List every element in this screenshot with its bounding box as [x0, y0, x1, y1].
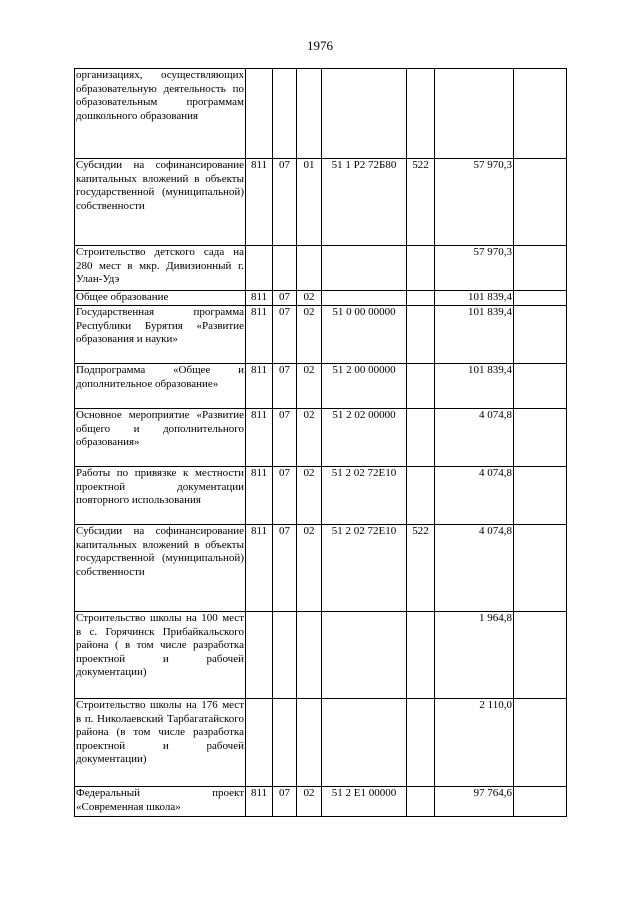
row-pr-cell: 02 — [297, 409, 322, 467]
table-row — [75, 409, 567, 467]
row-sum-cell: 2 110,0 — [435, 699, 514, 787]
row-rz-cell: 07 — [273, 159, 297, 246]
row-extra-cell — [514, 699, 567, 787]
row-extra-cell — [514, 291, 567, 306]
table-row — [75, 525, 567, 612]
row-rz-cell: 07 — [273, 409, 297, 467]
row-pr-cell: 02 — [297, 364, 322, 409]
row-vr-cell — [407, 69, 435, 159]
row-rz-cell — [273, 69, 297, 159]
row-vr-cell — [407, 246, 435, 291]
row-csr-cell — [322, 69, 407, 159]
row-vr-cell — [407, 612, 435, 699]
row-rz-cell: 07 — [273, 364, 297, 409]
row-csr-cell: 51 0 00 00000 — [322, 306, 407, 364]
row-extra-cell — [514, 364, 567, 409]
table-row — [75, 306, 567, 364]
table-row — [75, 699, 567, 787]
row-sum-cell: 101 839,4 — [435, 364, 514, 409]
row-extra-cell — [514, 409, 567, 467]
row-sum-cell: 57 970,3 — [435, 246, 514, 291]
row-csr-cell — [322, 246, 407, 291]
table-body — [75, 69, 567, 817]
table-row — [75, 787, 567, 817]
page-number: 1976 — [307, 38, 333, 53]
row-vr-cell — [407, 699, 435, 787]
row-gr-cell — [246, 699, 273, 787]
row-csr-cell: 51 2 02 00000 — [322, 409, 407, 467]
row-sum-cell: 4 074,8 — [435, 409, 514, 467]
row-pr-cell — [297, 612, 322, 699]
row-extra-cell — [514, 525, 567, 612]
row-vr-cell — [407, 306, 435, 364]
row-name-cell: Подпрограмма «Общее и дополнительное образование» — [75, 364, 246, 409]
row-gr-cell: 811 — [246, 787, 273, 817]
table-row — [75, 69, 567, 159]
row-name-cell: Субсидии на софинансирование капитальных вложений в объекты государственной (муниципальной) собственности — [75, 159, 246, 246]
table-row — [75, 246, 567, 291]
row-pr-cell — [297, 69, 322, 159]
row-pr-cell: 02 — [297, 306, 322, 364]
row-name-cell: Строительство школы на 100 мест в с. Горячинск Прибайкальского района ( в том числе разработка проектной и рабочей документации) — [75, 612, 246, 699]
row-csr-cell: 51 1 P2 72Б80 — [322, 159, 407, 246]
row-csr-cell — [322, 699, 407, 787]
table-row — [75, 291, 567, 306]
row-gr-cell: 811 — [246, 525, 273, 612]
row-pr-cell: 02 — [297, 467, 322, 525]
row-name-cell: Строительство детского сада на 280 мест в мкр. Дивизионный г. Улан-Удэ — [75, 246, 246, 291]
row-sum-cell: 97 764,6 — [435, 787, 514, 817]
row-extra-cell — [514, 246, 567, 291]
row-pr-cell: 02 — [297, 787, 322, 817]
row-rz-cell: 07 — [273, 291, 297, 306]
row-gr-cell: 811 — [246, 306, 273, 364]
row-pr-cell: 01 — [297, 159, 322, 246]
row-pr-cell: 02 — [297, 525, 322, 612]
row-name-cell: организациях, осуществляющих образовательную деятельность по образовательным программам дошкольного образования — [75, 69, 246, 159]
row-pr-cell — [297, 699, 322, 787]
row-gr-cell: 811 — [246, 409, 273, 467]
row-extra-cell — [514, 467, 567, 525]
row-vr-cell — [407, 364, 435, 409]
row-pr-cell: 02 — [297, 291, 322, 306]
row-vr-cell — [407, 467, 435, 525]
row-gr-cell: 811 — [246, 467, 273, 525]
row-rz-cell — [273, 612, 297, 699]
row-name-cell: Строительство школы на 176 мест в п. Николаевский Тарбагатайского района (в том числе разработка проектной и рабочей документации) — [75, 699, 246, 787]
row-vr-cell — [407, 291, 435, 306]
row-extra-cell — [514, 787, 567, 817]
row-gr-cell — [246, 612, 273, 699]
row-extra-cell — [514, 306, 567, 364]
row-name-cell: Федеральный проект «Современная школа» — [75, 787, 246, 817]
row-csr-cell — [322, 612, 407, 699]
row-extra-cell — [514, 612, 567, 699]
row-rz-cell: 07 — [273, 306, 297, 364]
row-gr-cell: 811 — [246, 364, 273, 409]
row-name-cell: Основное мероприятие «Развитие общего и дополнительного образования» — [75, 409, 246, 467]
row-vr-cell: 522 — [407, 525, 435, 612]
row-csr-cell — [322, 291, 407, 306]
row-name-cell: Государственная программа Республики Бурятия «Развитие образования и науки» — [75, 306, 246, 364]
row-sum-cell — [435, 69, 514, 159]
row-gr-cell — [246, 69, 273, 159]
row-vr-cell: 522 — [407, 159, 435, 246]
row-rz-cell — [273, 246, 297, 291]
row-name-cell: Общее образование — [75, 291, 246, 306]
row-rz-cell — [273, 699, 297, 787]
row-sum-cell: 1 964,8 — [435, 612, 514, 699]
row-csr-cell: 51 2 02 72E10 — [322, 467, 407, 525]
row-pr-cell — [297, 246, 322, 291]
row-name-cell: Работы по привязке к местности проектной документации повторного использования — [75, 467, 246, 525]
row-vr-cell — [407, 787, 435, 817]
row-vr-cell — [407, 409, 435, 467]
row-extra-cell — [514, 159, 567, 246]
row-sum-cell: 57 970,3 — [435, 159, 514, 246]
row-rz-cell: 07 — [273, 467, 297, 525]
row-sum-cell: 101 839,4 — [435, 306, 514, 364]
row-extra-cell — [514, 69, 567, 159]
row-csr-cell: 51 2 02 72E10 — [322, 525, 407, 612]
row-name-cell: Субсидии на софинансирование капитальных вложений в объекты государственной (муниципальной) собственности — [75, 525, 246, 612]
budget-table — [74, 68, 567, 817]
row-gr-cell: 811 — [246, 159, 273, 246]
row-rz-cell: 07 — [273, 787, 297, 817]
row-gr-cell: 811 — [246, 291, 273, 306]
row-csr-cell: 51 2 E1 00000 — [322, 787, 407, 817]
table-row — [75, 364, 567, 409]
table-row — [75, 159, 567, 246]
row-gr-cell — [246, 246, 273, 291]
row-sum-cell: 101 839,4 — [435, 291, 514, 306]
row-csr-cell: 51 2 00 00000 — [322, 364, 407, 409]
row-sum-cell: 4 074,8 — [435, 525, 514, 612]
table-row — [75, 467, 567, 525]
row-sum-cell: 4 074,8 — [435, 467, 514, 525]
table-row — [75, 612, 567, 699]
row-rz-cell: 07 — [273, 525, 297, 612]
